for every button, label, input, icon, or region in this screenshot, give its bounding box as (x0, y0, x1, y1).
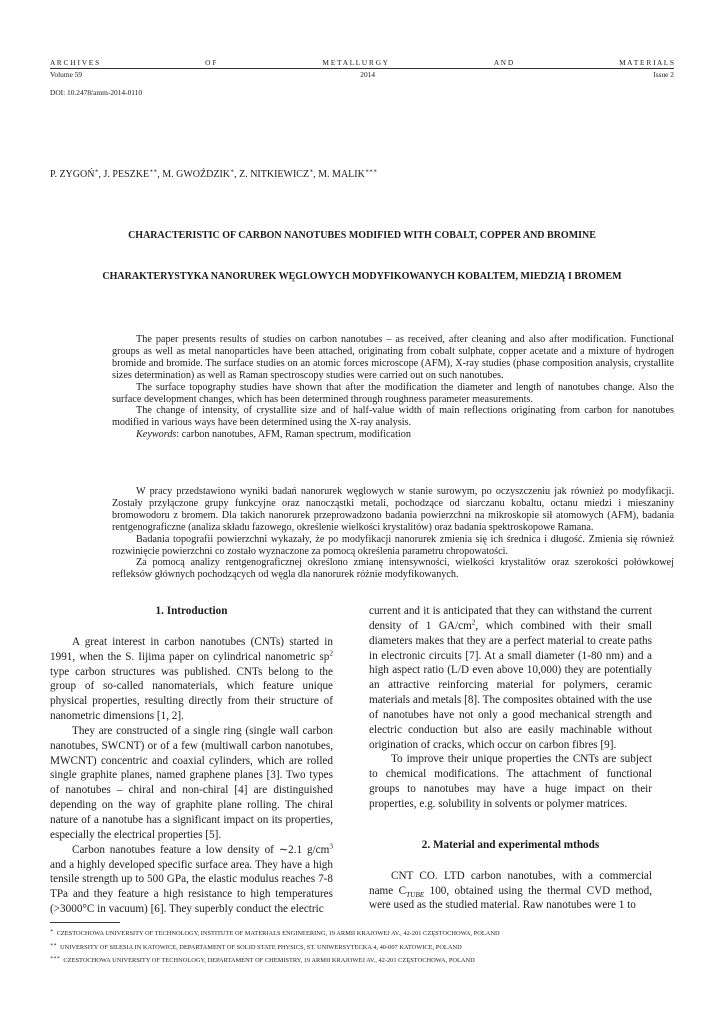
abstract-english (112, 334, 674, 441)
body-paragraph: They are constructed of a single ring (single wall carbon nanotubes, SWCNT) or of a few (multiwall carbon nanotubes, MWCNT) concentric and coaxial cylinders, which are rolled single graphite planes, named graphene planes [3]. Two types of nanotubes – chiral and non-chiral [4] are distinguished depending on the way of graphite plane rolling. The chiral nature of a nanotube has a significant impact on its properties, especially the electrical properties [5]. (50, 724, 333, 841)
text-run: A great interest in carbon nanotubes (CNTs) started in 1991, when the S. Iijima paper on cylindrical nanometric sp (50, 635, 333, 663)
affiliation-mark: ∗∗∗ (364, 168, 378, 175)
text-run: 100, obtained using the thermal CVD method, were used as the studied material. Raw nanotubes were 1 to (369, 884, 652, 912)
footnote (50, 954, 674, 968)
text-run: , which combined with their small diameters makes that they are a perfect material to create paths in electronic circuits [7]. At a small diameter (1-80 nm) and a high aspect ratio (L/D even above 10,000) they are potentially an attractive reinforcing material for polymers, ceramic materials and metals [8]. The composites obtained with the use of nanotubes have not only a good mechanical strength and electric conduction but also are easily machinable without origination of cracks, which occur on carbon fibres [9]. (369, 619, 652, 751)
footnote-text: CZESTOCHOWA UNIVERSITY OF TECHNOLOGY, INSTITUTE OF MATERIALS ENGINEERING, 19 ARMII KRAJOWEJ AV., 42-201 CZĘSTOCHOWA, POLAND (56, 930, 500, 937)
issue-label: Issue 2 (653, 70, 674, 79)
body-right-column (369, 604, 652, 913)
affiliation-mark: ∗ (309, 168, 314, 175)
author-list (50, 169, 377, 180)
keywords-list: : carbon nanotubes, AFM, Raman spectrum, modification (176, 429, 411, 441)
author-name: , M. GWOŹDZIK (157, 169, 231, 180)
text-run: and a highly developed specific surface area. They have a high tensile strength up to 500 GPa, the elastic modulus reaches 7-8 TPa and they feature a high resistance to high temperatures (>3000°C in vacuum) [6]. They superbly conduct the electric (50, 858, 333, 916)
superscript: 3 (329, 841, 333, 850)
footnote (50, 927, 674, 941)
abstract-polish (112, 486, 674, 581)
body-left-column (50, 604, 333, 917)
body-paragraph (50, 635, 333, 724)
footnote-mark: ∗∗ (50, 942, 57, 948)
journal-word: A N D (493, 58, 514, 67)
affiliation-mark: ∗ (230, 168, 235, 175)
author-name: , M. MALIK (313, 169, 365, 180)
text-run: type carbon structures was published. CNTs belong to the group of so-called nanomaterials, which feature unique physical properties, resulting directly from their structure of nanometric dimensions [1, 2]. (50, 665, 333, 723)
footnote-text: UNIVERSITY OF SILESIA IN KATOWICE, DEPARTAMENT OF SOLID STATE PHYSICS, ST. UNIWERSYTECKA 4, 40-007 KATOWICE, POLAND (60, 943, 462, 951)
body-paragraph (369, 604, 652, 752)
keywords (112, 429, 674, 441)
text-run: CNT CO. LTD carbon nanotubes, with a commercial name C (369, 869, 652, 897)
body-paragraph: To improve their unique properties the CNTs are subject to chemical modifications. The attachment of functional groups to nanotubes may have a huge impact on their properties, e.g. solubility in solvents or polymer matrices. (369, 753, 652, 810)
issue-meta-row (50, 70, 674, 79)
footnote (50, 941, 674, 955)
year-label: 2014 (360, 70, 376, 79)
affiliation-mark: ∗∗ (149, 168, 158, 175)
abstract-paragraph: The surface topography studies have shown that after the modification the diameter and length of nanotubes change. Also the surface development changes, which has been determined through roughness parameter measurements. (112, 381, 674, 405)
author-name: , Z. NITKIEWICZ (234, 169, 310, 180)
affiliation-mark: ∗ (94, 168, 99, 175)
body-paragraph (369, 869, 652, 914)
header-rule (50, 68, 674, 69)
paper-title-english: CHARACTERISTIC OF CARBON NANOTUBES MODIFIED WITH COBALT, COPPER AND BROMINE (128, 230, 596, 241)
footnote-rule (50, 922, 120, 923)
footnote-mark: ∗ (50, 928, 54, 934)
paper-title-polish: CHARAKTERYSTYKA NANORUREK WĘGLOWYCH MODYFIKOWANYCH KOBALTEM, MIEDZIĄ I BROMEM (102, 271, 622, 282)
doi-link[interactable]: DOI: 10.2478/amm-2014-0110 (50, 88, 143, 97)
journal-word: M E T A L L U R G Y (322, 58, 388, 67)
text-run: Carbon nanotubes feature a low density of ∼2.1 g/cm (72, 843, 330, 856)
keywords-label: Keywords (136, 429, 177, 441)
section-heading: 2. Material and experimental mthods (421, 838, 600, 851)
journal-word: O F (205, 58, 217, 67)
body-paragraph (50, 843, 333, 917)
superscript: 2 (471, 618, 476, 627)
superscript: 2 (329, 648, 333, 657)
subscript: TUBE (406, 890, 425, 899)
journal-word: M A T E R I A L S (619, 58, 674, 67)
author-name: P. ZYGOŃ (50, 169, 95, 180)
abstract-paragraph: W pracy przedstawiono wyniki badań nanorurek węglowych w stanie surowym, po oczyszczeniu jak również po modyfikacji. Zostały przyłączone grupy funkcyjne oraz nanocząstki metali, pochodzące od siarczanu kobaltu, octanu miedzi i mieszaniny bromowodoru z bromem. Dla takich nanorurek przeprowadzono badania powierzchni na mikroskopie sił atomowych (AFM), badania rentgenograficzne (analiza składu fazowego, określenie wielkości krystalitów) oraz badania spektroskopowe Ramana. (112, 486, 674, 533)
abstract-paragraph: The paper presents results of studies on carbon nanotubes – as received, after cleaning and also after modification. Functional groups as well as metal nanoparticles have been attached, originating from cobalt sulphate, copper acetate and a mixture of hydrogen bromide and bromide. The surface studies on an atomic forces microscope (AFM), X-ray studies (phase composition analysis, crystallite sizes determination) as well as Raman spectroscopy studies were carried out on such nanotubes. (112, 334, 674, 381)
abstract-paragraph: Za pomocą analizy rentgenograficznej określono zmianę intensywności, wielkości krystalitów oraz szerokości połówkowej refleksów głównych pochodzących od węgla dla nanorurek różnie modyfikowanych. (112, 557, 674, 581)
footnote-text: CZESTOCHOWA UNIVERSITY OF TECHNOLOGY, DEPARTAMENT OF CHEMISTRY, 19 ARMII KRAJOWEJ AV., 42-201 CZĘSTOCHOWA, POLAND (63, 957, 475, 964)
footnote-mark: ∗∗∗ (50, 955, 61, 961)
section-heading: 1. Introduction (155, 605, 228, 617)
author-name: , J. PESZKE (98, 169, 150, 180)
volume-label: Volume 59 (50, 70, 83, 79)
footnotes (50, 927, 674, 968)
journal-name (50, 58, 674, 67)
text-run: current and it is anticipated that they can withstand the current density of 1 GA/cm (369, 605, 652, 632)
abstract-paragraph: Badania topografii powierzchni wykazały, że po modyfikacji nanorurek zmienia się ich średnica i długość. Zmienia się również rozwinięcie powierzchni co zostało wyznaczone za pomocą określenia parametru chropowatości. (112, 533, 674, 557)
journal-word: A R C H I V E S (50, 58, 100, 67)
abstract-paragraph: The change of intensity, of crystallite size and of half-value width of main reflections originating from carbon for nanotubes modified in various ways have been determined using the X-ray analysis. (112, 405, 674, 429)
